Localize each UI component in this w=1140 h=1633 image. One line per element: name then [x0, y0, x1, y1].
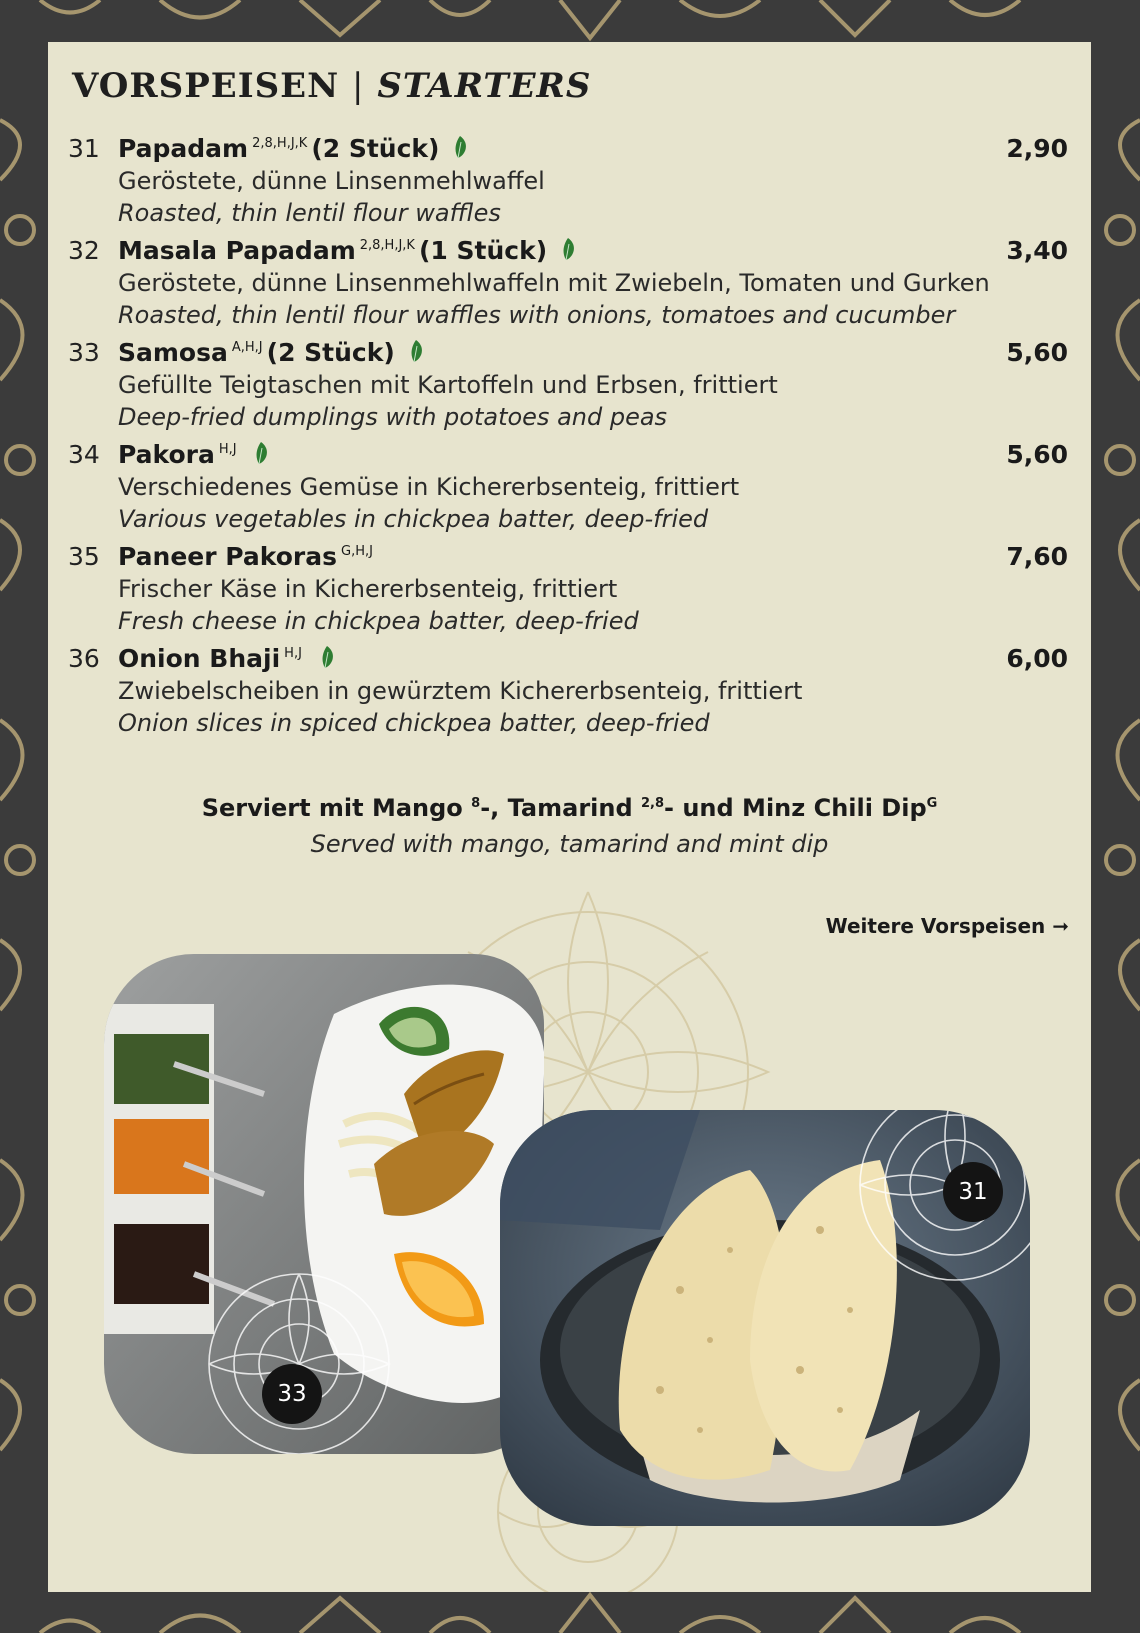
vegetarian-leaf-icon — [452, 135, 468, 159]
item-quantity: (2 Stück) — [266, 338, 395, 367]
served-with-note — [48, 794, 1091, 858]
section-title — [72, 66, 591, 106]
item-description-de: Zwiebelscheiben in gewürztem Kichererbsenteig, frittiert — [118, 677, 803, 705]
vegetarian-leaf-icon — [253, 441, 269, 465]
item-description-en: Various vegetables in chickpea batter, deep-fried — [118, 505, 709, 533]
section-title-de: VORSPEISEN — [72, 66, 340, 106]
item-allergens: H,J — [284, 646, 302, 661]
item-number: 35 — [68, 542, 100, 571]
item-name: Papadam — [118, 134, 249, 163]
item-name-line — [118, 338, 424, 367]
photo-badge-33: 33 — [262, 1364, 322, 1424]
photo-samosa — [104, 954, 544, 1454]
item-price: 6,00 — [1006, 644, 1068, 673]
served-text-2: -, Tamarind — [480, 794, 641, 822]
item-description-de: Frischer Käse in Kichererbsenteig, frittiert — [118, 575, 618, 603]
served-allergen-1: 8 — [471, 796, 481, 811]
served-allergen-3: G — [926, 796, 938, 811]
item-allergens: H,J — [218, 442, 237, 457]
item-allergens: A,H,J — [231, 340, 263, 355]
vegetarian-leaf-icon — [319, 645, 335, 669]
item-number: 33 — [68, 338, 100, 367]
item-description-en: Roasted, thin lentil flour waffles — [118, 199, 501, 227]
item-number: 34 — [68, 440, 100, 469]
menu-item — [68, 440, 1068, 542]
served-with-de — [48, 794, 1091, 822]
item-allergens: G,H,J — [341, 544, 373, 559]
menu-items-list — [68, 134, 1068, 746]
item-quantity: (1 Stück) — [418, 236, 548, 265]
item-name: Paneer Pakoras — [118, 542, 337, 571]
title-separator: | — [352, 66, 365, 106]
vegetarian-leaf-icon — [560, 237, 576, 261]
menu-item — [68, 542, 1068, 644]
menu-item — [68, 236, 1068, 338]
item-number: 36 — [68, 644, 100, 673]
served-allergen-2: 2,8 — [641, 796, 665, 811]
section-title-en: STARTERS — [377, 66, 592, 106]
menu-item — [68, 644, 1068, 746]
arrow-right-icon: ➞ — [1052, 914, 1069, 938]
item-description-en: Onion slices in spiced chickpea batter, deep-fried — [118, 709, 710, 737]
item-name: Onion Bhaji — [118, 644, 281, 673]
menu-item — [68, 338, 1068, 440]
item-description-en: Roasted, thin lentil flour waffles with onions, tomatoes and cucumber — [118, 301, 956, 329]
item-description-en: Fresh cheese in chickpea batter, deep-fried — [118, 607, 639, 635]
item-quantity: (2 Stück) — [311, 134, 440, 163]
item-number: 32 — [68, 236, 100, 265]
item-name: Samosa — [118, 338, 228, 367]
more-starters-link[interactable] — [826, 914, 1069, 938]
item-allergens: 2,8,H,J,K — [359, 238, 415, 253]
item-description-en: Deep-fried dumplings with potatoes and peas — [118, 403, 668, 431]
item-name-line — [118, 644, 335, 673]
vegetarian-leaf-icon — [408, 339, 424, 363]
item-name-line — [118, 542, 377, 571]
menu-item — [68, 134, 1068, 236]
item-price: 5,60 — [1006, 440, 1068, 469]
item-price: 7,60 — [1006, 542, 1068, 571]
item-price: 5,60 — [1006, 338, 1068, 367]
item-name-line — [118, 440, 269, 469]
served-text-1: Serviert mit Mango — [201, 794, 472, 822]
item-description-de: Geröstete, dünne Linsenmehlwaffeln mit Zwiebeln, Tomaten und Gurken — [118, 269, 990, 297]
menu-panel — [48, 42, 1091, 1592]
item-name: Masala Papadam — [118, 236, 356, 265]
item-name-line — [118, 236, 576, 265]
served-text-3: - und Minz Chili Dip — [664, 794, 927, 822]
item-description-de: Gefüllte Teigtaschen mit Kartoffeln und Erbsen, frittiert — [118, 371, 778, 399]
served-with-en: Served with mango, tamarind and mint dip — [310, 830, 829, 858]
item-allergens: 2,8,H,J,K — [252, 136, 308, 151]
item-number: 31 — [68, 134, 100, 163]
item-description-de: Verschiedenes Gemüse in Kichererbsenteig, frittiert — [118, 473, 740, 501]
item-description-de: Geröstete, dünne Linsenmehlwaffel — [118, 167, 545, 195]
item-name: Pakora — [118, 440, 215, 469]
photo-badge-31: 31 — [943, 1162, 1003, 1222]
item-price: 3,40 — [1006, 236, 1068, 265]
samosa-plate-illustration — [104, 954, 544, 1454]
more-starters-label: Weitere Vorspeisen — [825, 914, 1046, 938]
item-name-line — [118, 134, 468, 163]
item-price: 2,90 — [1006, 134, 1068, 163]
